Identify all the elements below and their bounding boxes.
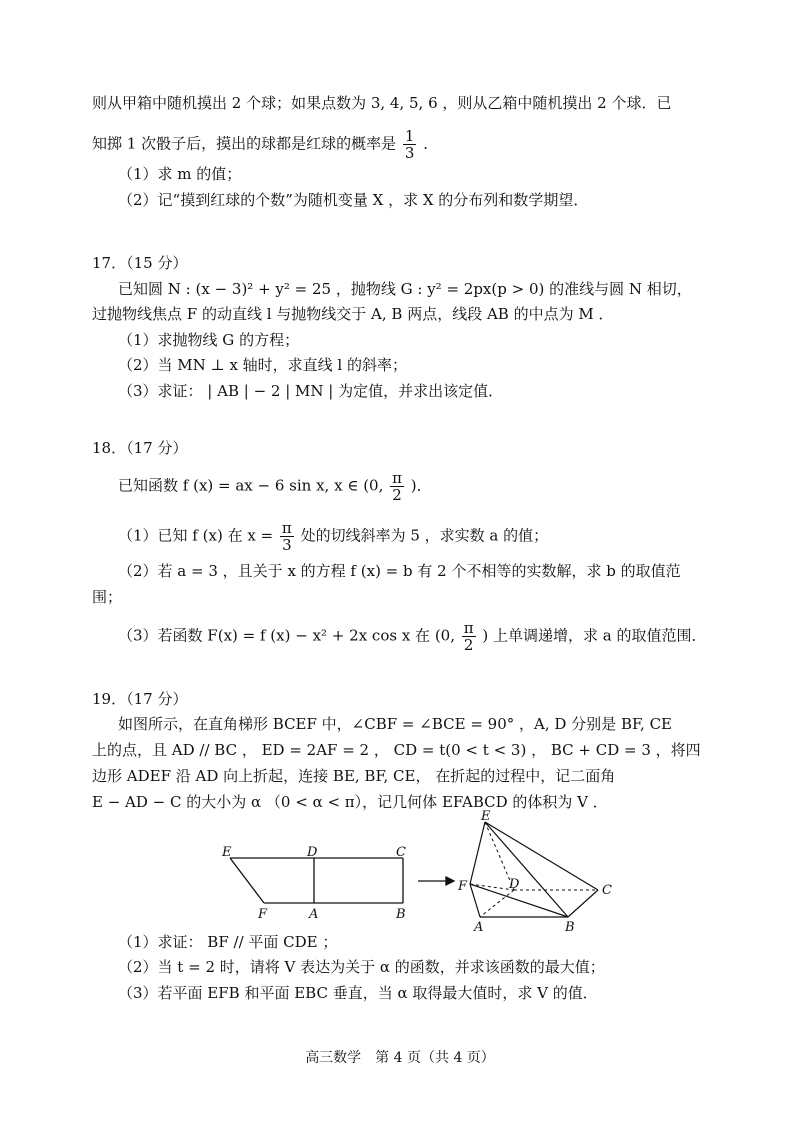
q17-line1: 已知圆 N : (x − 3)² + y² = 25 ，抛物线 G : y² = 2px(p > 0) 的准线与圆 N 相切， xyxy=(118,280,692,298)
q19-heading: 19．（17 分） xyxy=(92,690,188,708)
edge-ef xyxy=(230,858,264,903)
q16-cont-line2-text: 知掷 1 次骰子后，摸出的球都是红球的概率是 xyxy=(92,134,397,153)
label-b: B xyxy=(396,907,406,922)
q19-part3: （3）若平面 EFB 和平面 EBC 垂直，当 α 取得最大值时，求 V 的值． xyxy=(118,984,598,1002)
label-d-3d: D xyxy=(509,877,520,892)
q19-part1: （1）求证： BF // 平面 CDE ； xyxy=(118,933,338,951)
q18-line1-end: )． xyxy=(410,476,432,495)
q18-part3-text: （3）若函数 F(x) = f (x) − x² + 2x cos x 在 (0, xyxy=(118,626,455,645)
label-f-3d: F xyxy=(458,879,468,894)
q17-heading: 17．（15 分） xyxy=(92,254,188,272)
q19-line1: 如图所示，在直角梯形 BCEF 中，∠CBF = ∠BCE = 90° ，A, D 分别是 BF, CE xyxy=(118,715,672,733)
fraction-numerator: 1 xyxy=(404,127,415,145)
fraction-numerator: π xyxy=(281,519,292,537)
q16-cont-line1: 则从甲箱中随机摸出 2 个球；如果点数为 3, 4, 5, 6 ，则从乙箱中随机摸出 2 个球．已 xyxy=(92,94,672,112)
q17-line2: 过抛物线焦点 F 的动直线 l 与抛物线交于 A, B 两点，线段 AB 的中点为 M ． xyxy=(92,305,614,323)
label-a-3d: A xyxy=(474,920,484,935)
q18-part3-end: ) 上单调递增，求 a 的取值范围． xyxy=(482,626,707,645)
q18-line1-text: 已知函数 f (x) = ax − 6 sin x, x ∈ (0, xyxy=(118,476,384,495)
q18-part2: （2）若 a = 3 ，且关于 x 的方程 f (x) = b 有 2 个不相等的实数解，求 b 的取值范 xyxy=(118,562,681,580)
q16-part1: （1）求 m 的值； xyxy=(118,165,242,183)
edge-fa-3d xyxy=(470,884,480,917)
label-a: A xyxy=(309,907,319,922)
edge-fd-3d xyxy=(470,884,514,890)
label-c-3d: C xyxy=(602,883,612,898)
q19-part2: （2）当 t = 2 时，请将 V 表达为关于 α 的函数，并求该函数的最大值； xyxy=(118,958,605,976)
q18-heading: 18．（17 分） xyxy=(92,439,188,457)
q19-line3: 边形 ADEF 沿 AD 向上折起，连接 BE, BF, CE， 在折起的过程中，记二面角 xyxy=(92,767,616,785)
arrow-icon xyxy=(418,877,454,885)
q16-part2: （2）记“摸到红球的个数”为随机变量 X ，求 X 的分布列和数学期望． xyxy=(118,191,589,209)
q19-line2: 上的点，且 AD // BC ， ED = 2AF = 2 ， CD = t(0 < t < 3) ， BC + CD = 3 ，将四 xyxy=(92,741,701,759)
label-d: D xyxy=(307,845,318,860)
fraction-denominator: 2 xyxy=(463,636,474,654)
label-c: C xyxy=(396,845,406,860)
fraction-denominator: 3 xyxy=(404,144,415,162)
page-footer: 高三数学 第 4 页（共 4 页） xyxy=(305,1050,495,1066)
q18-part1-text: （1）已知 f (x) 在 x = xyxy=(118,526,274,545)
label-b-3d: B xyxy=(565,920,575,935)
q19-line4: E − AD − C 的大小为 α （0 < α < π），记几何体 EFABCD 的体积为 V ． xyxy=(92,793,608,811)
q16-cont-line2-end: ． xyxy=(423,134,439,153)
q17-part3: （3）求证： | AB | − 2 | MN | 为定值，并求出该定值． xyxy=(118,382,504,400)
edge-ef-3d xyxy=(470,822,485,884)
label-e-3d: E xyxy=(481,809,491,824)
q17-part2: （2）当 MN ⊥ x 轴时，求直线 l 的斜率； xyxy=(118,356,408,374)
q17-part1: （1）求抛物线 G 的方程； xyxy=(118,331,300,349)
q18-part1-end: 处的切线斜率为 5 ，求实数 a 的值； xyxy=(300,526,549,545)
edge-ec-3d xyxy=(485,822,598,890)
fraction-numerator: π xyxy=(463,619,474,637)
label-e: E xyxy=(222,845,232,860)
fraction-numerator: π xyxy=(392,469,402,487)
label-f: F xyxy=(258,907,268,922)
edge-bc-3d xyxy=(568,890,598,917)
fraction-denominator: 2 xyxy=(392,486,402,504)
edge-da-3d xyxy=(480,890,514,917)
q18-part2-wrap: 围； xyxy=(92,588,123,606)
fraction-denominator: 3 xyxy=(282,536,292,554)
